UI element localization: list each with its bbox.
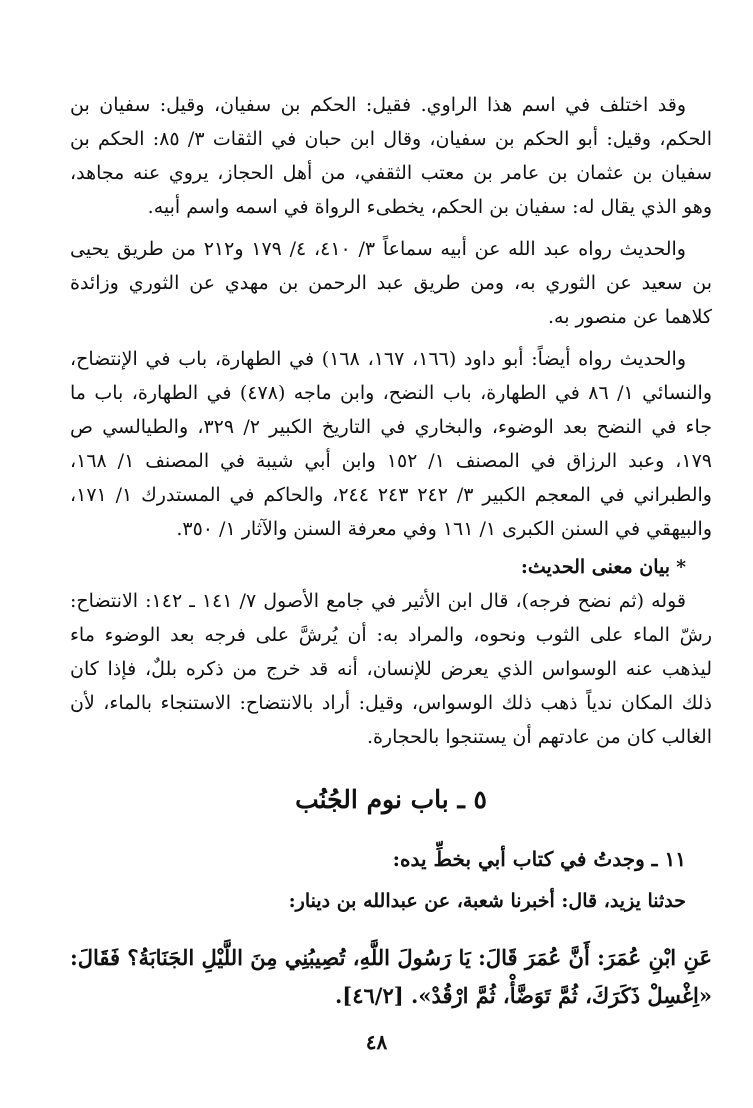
hadith-heading: ١١ ـ وجدتُ في كتاب أبي بخطِّ يده:: [392, 847, 686, 871]
other-sources-paragraph: والحديث رواه أيضاً: أبو داود (١٦٦، ١٦٧، ١٦٨) في الطهارة، باب في الإنتضاح، والنسائي ١/ ٨٦ في الطهارة، باب النضح، وابن ماجه (٤٧٨) في الطهارة، باب ما جاء في النضح بعد الوضوء، والبخاري في التاريخ الكبير ٢/ ٣٢٩، والطيالسي ص ١٧٩، وعبد الرزاق في المصنف ١/ ١٥٢ وابن أبي شيبة في المصنف ١/ ١٦٨، والطبراني في المعجم الكبير ٣/ ٢٤٢ ٢٤٣ ٢٤٤، والحاكم في المستدرك ١/ ١٧١، والبيهقي في السنن الكبرى ١/ ١٦١ وفي معرفة السنن والآثار ١/ ٣٥٠.: [70, 348, 712, 540]
hadith-matn: عَنِ ابْنِ عُمَرَ: أَنَّ عُمَرَ قَالَ: يَا رَسُولَ اللَّهِ، تُصِيبُنِي مِنَ اللَّيْلِ الجَنَابَةُ؟ فَقَالَ: «اِغْسِلْ ذَكَرَكَ، ثُمَّ تَوَضَّأْ، ثُمَّ ارْقُدْ». [٤٦/٢].: [70, 945, 712, 1008]
page-body: [70, 88, 712, 1036]
hadith-isnad: حدثنا يزيد، قال: أخبرنا شعبة، عن عبدالله بن دينار:: [288, 890, 686, 912]
meaning-heading: [70, 550, 712, 584]
page-number: ٤٨: [365, 1030, 388, 1054]
star-bullet-icon: *: [676, 556, 686, 578]
hadith-source-paragraph: والحديث رواه عبد الله عن أبيه سماعاً ٣/ ٤١٠، ٤/ ١٧٩ و٢١٢ من طريق يحيى بن سعيد عن الثوري به، ومن طريق عبد الرحمن بن مهدي عن الثوري وزائدة كلاهما عن منصور به.: [70, 238, 712, 328]
chapter-title: ٥ ـ باب نوم الجُنُب: [295, 785, 487, 814]
meaning-paragraph: قوله (ثم نضح فرجه)، قال ابن الأثير في جامع الأصول ٧/ ١٤١ ـ ١٤٢: الانتضاح: رشّ الماء على الثوب ونحوه، والمراد به: أن يُرشَّ على فرجه بعد الوضوء ماء ليذهب عنه الوسواس الذي يعرض للإنسان، أنه قد خرج من ذكره بللٌ، فإذا كان ذلك المكان ندياً ذهب ذلك الوسواس، وقيل: أراد بالانتضاح: الاستنجاء بالماء، لأن الغالب كان من عادتهم أن يستنجوا بالحجارة.: [70, 590, 712, 748]
meaning-heading-text: بيان معنى الحديث:: [520, 556, 671, 578]
narrator-discussion-paragraph: وقد اختلف في اسم هذا الراوي. فقيل: الحكم بن سفيان، وقيل: سفيان بن الحكم، وقيل: أبو الحكم بن سفيان، وقال ابن حبان في الثقات ٣/ ٨٥: الحكم بن سفيان بن عثمان بن عامر بن معتب الثقفي، من أهل الحجاز، يروي عنه مجاهد، وهو الذي يقال له: سفيان بن الحكم، يخطىء الرواة في اسمه واسم أبيه.: [70, 94, 712, 218]
